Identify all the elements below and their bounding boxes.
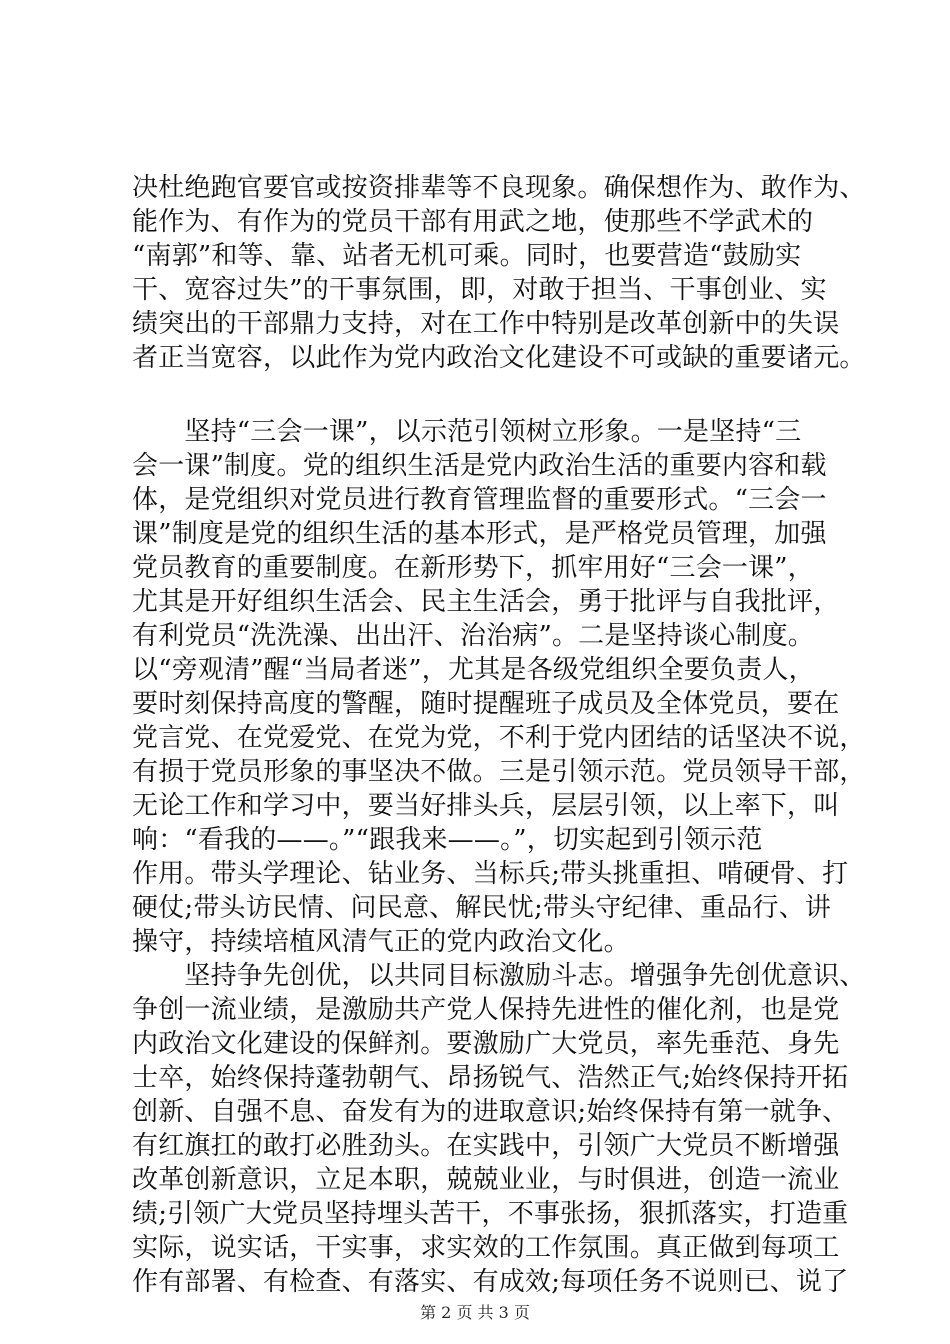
text-line: 作用。带头学理论、钻业务、当标兵;带头挑重担、啃硬骨、打: [132, 859, 849, 889]
text-line: 干、宽容过失”的干事氛围，即，对敢于担当、干事创业、实: [132, 275, 827, 305]
text-line: 响：“看我的——。”“跟我来——。”，切实起到引领示范: [132, 825, 763, 855]
text-line: 绩;引领广大党员坚持埋头苦干，不事张扬，狠抓落实，打造重: [132, 1199, 849, 1229]
text-line: 士卒，始终保持蓬勃朝气、昂扬锐气、浩然正气;始终保持开拓: [132, 1063, 849, 1093]
text-line: 创新、自强不息、奋发有为的进取意识;始终保持有第一就争、: [132, 1097, 849, 1127]
text-line: 体，是党组织对党员进行教育管理监督的重要形式。“三会一: [132, 485, 827, 515]
text-line: 以“旁观清”醒“当局者迷”，尤其是各级党组织全要负责人，: [132, 655, 815, 685]
text-line: 党言党、在党爱党、在党为党，不利于党内团结的话坚决不说，: [132, 723, 866, 753]
text-line: 绩突出的干部鼎力支持，对在工作中特别是改革创新中的失误: [132, 309, 840, 339]
text-line: 争创一流业绩，是激励共产党人保持先进性的催化剂，也是党: [132, 995, 840, 1025]
text-line: 作有部署、有检查、有落实、有成效;每项任务不说则已、说了: [132, 1267, 849, 1297]
text-line: 课”制度是党的组织生活的基本形式，是严格党员管理，加强: [132, 519, 827, 549]
text-line: 有红旗扛的敢打必胜劲头。在实践中，引领广大党员不断增强: [132, 1131, 840, 1161]
text-line: 有利党员“洗洗澡、出出汗、治治病”。二是坚持谈心制度。: [132, 621, 814, 651]
text-line: 实际，说实话，干实事，求实效的工作氛围。真正做到每项工: [132, 1233, 840, 1263]
text-line: 硬仗;带头访民情、问民意、解民忧;带头守纪律、重品行、讲: [132, 893, 832, 923]
text-line: 操守，持续培植风清气正的党内政治文化。: [132, 927, 630, 957]
text-line: 决杜绝跑官要官或按资排辈等不良现象。确保想作为、敢作为、: [132, 173, 866, 203]
paragraph-start-line: 坚持“三会一课”，以示范引领树立形象。一是坚持“三: [132, 417, 802, 447]
text-line: 有损于党员形象的事坚决不做。三是引领示范。党员领导干部，: [132, 757, 866, 787]
text-line: 者正当宽容，以此作为党内政治文化建设不可或缺的重要诸元。: [132, 343, 866, 373]
text-line: 党员教育的重要制度。在新形势下，抓牢用好“三会一课”，: [132, 553, 814, 583]
text-line: 尤其是开好组织生活会、民主生活会，勇于批评与自我批评，: [132, 587, 840, 617]
paragraph-start-line: 坚持争先创优，以共同目标激励斗志。增强争先创优意识、: [132, 961, 866, 991]
text-line: 能作为、有作为的党员干部有用武之地，使那些不学武术的: [132, 207, 814, 237]
text-line: 内政治文化建设的保鲜剂。要激励广大党员，率先垂范、身先: [132, 1029, 840, 1059]
text-line: 会一课”制度。党的组织生活是党内政治生活的重要内容和载: [132, 451, 827, 481]
text-line: 无论工作和学习中，要当好排头兵，层层引领，以上率下，叫: [132, 791, 840, 821]
text-line: 要时刻保持高度的警醒，随时提醒班子成员及全体党员，要在: [132, 689, 840, 719]
text-line: “南郭”和等、靠、站者无机可乘。同时，也要营造“鼓励实: [132, 241, 802, 271]
page-number-footer: 第 2 页 共 3 页: [420, 1303, 530, 1322]
text-line: 改革创新意识，立足本职，兢兢业业，与时俱进，创造一流业: [132, 1165, 840, 1195]
